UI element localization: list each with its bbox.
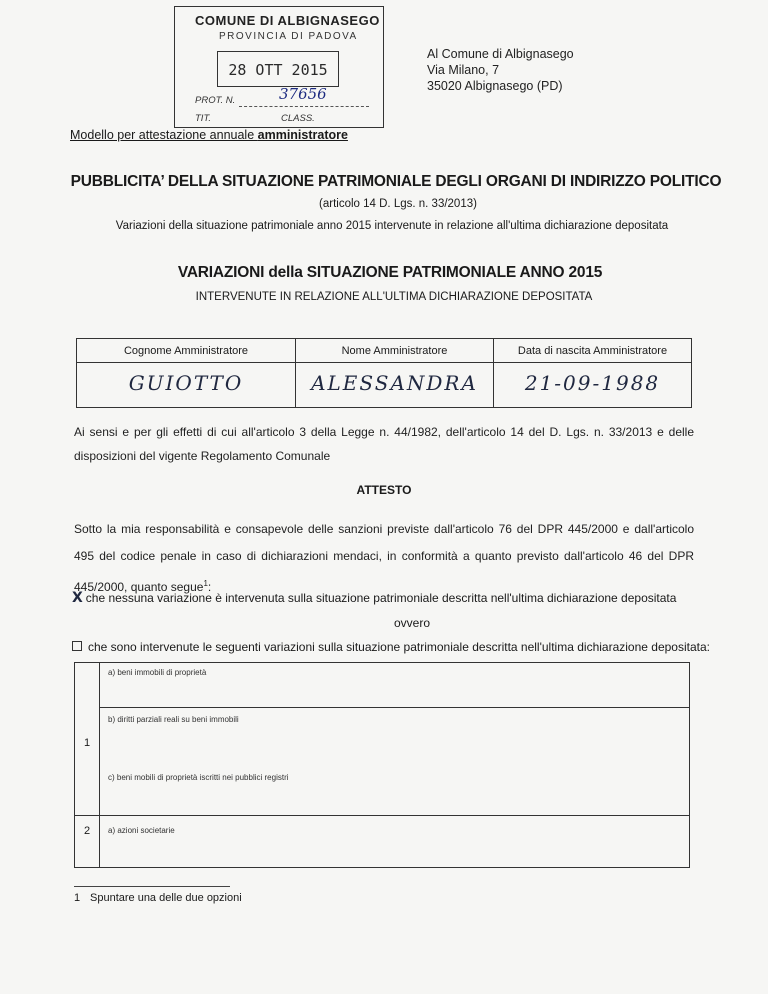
admin-col-nome [296, 339, 494, 407]
footnote-number: 1 [74, 892, 81, 904]
footnote-ref: 1 [203, 579, 208, 588]
model-bold: amministratore [257, 128, 348, 142]
attesto-heading: ATTESTO [356, 483, 412, 497]
admin-separator [494, 362, 691, 363]
responsibility-text: Sotto la mia responsabilità e consapevole delle sanzioni previste dall'articolo 76 del DPR 445/2000 e dall'articolo 495 del codice penale in caso di dichiarazioni mendaci, in conformità a quanto previsto dall'articolo 46 del DPR 445/2000, quanto segue [74, 522, 694, 594]
recipient-address [427, 46, 574, 94]
section-subtitle: INTERVENUTE IN RELAZIONE ALL'ULTIMA DICHIARAZIONE DEPOSITATA [195, 291, 593, 303]
stamp-prot-label: PROT. N. [195, 95, 236, 106]
model-heading [70, 128, 348, 142]
admin-separator [77, 362, 295, 363]
admin-header: Cognome Amministratore [123, 345, 249, 357]
table-rule [100, 707, 689, 708]
admin-col-cognome [77, 339, 296, 407]
table-row-label: a) beni immobili di proprietà [108, 668, 207, 677]
option-text: che sono intervenute le seguenti variazioni sulla situazione patrimoniale descritta nell'ultima dichiarazione depositata: [88, 640, 710, 654]
admin-value-cognome: GUIOTTO [128, 371, 244, 395]
option-variations[interactable] [72, 640, 710, 654]
table-row-label: c) beni mobili di proprietà iscritti nei pubblici registri [108, 773, 289, 782]
address-line: Via Milano, 7 [427, 63, 500, 77]
ovvero-label: ovvero [393, 616, 431, 630]
option-no-variation[interactable] [72, 590, 676, 606]
stamp-comune: COMUNE DI ALBIGNASEGO [195, 13, 380, 28]
model-prefix: Modello per attestazione annuale [70, 128, 258, 142]
stamp-date-box [217, 51, 339, 87]
admin-header: Nome Amministratore [341, 345, 448, 357]
checked-box-icon[interactable]: X [72, 590, 83, 606]
responsibility-paragraph [74, 516, 694, 601]
option-text: che nessuna variazione è intervenuta sulla situazione patrimoniale descritta nell'ultima dichiarazione depositata [85, 591, 677, 605]
admin-value-data-nascita: 21-09-1988 [524, 371, 661, 395]
table-divider [99, 663, 100, 867]
admin-value-nome: ALESSANDRA [311, 371, 478, 395]
stamp-class-label: CLASS. [281, 113, 315, 124]
page-subtitle: (articolo 14 D. Lgs. n. 33/2013) [319, 198, 477, 210]
footnote-separator [74, 886, 230, 887]
stamp-provincia: PROVINCIA DI PADOVA [219, 31, 358, 42]
table-rule [75, 815, 689, 816]
administrator-table [76, 338, 692, 408]
admin-col-data-nascita [494, 339, 691, 407]
admin-separator [296, 362, 493, 363]
protocol-stamp [174, 6, 384, 128]
page-title: PUBBLICITA’ DELLA SITUAZIONE PATRIMONIALE DEGLI ORGANI DI INDIRIZZO POLITICO [70, 173, 722, 190]
stamp-prot-value: 37656 [279, 85, 327, 103]
table-row-label: a) azioni societarie [108, 826, 175, 835]
footnote [74, 892, 242, 904]
address-line: Al Comune di Albignasego [427, 47, 574, 61]
stamp-tit-label: TIT. [195, 113, 212, 124]
stamp-prot-line [239, 106, 369, 107]
admin-header: Data di nascita Amministratore [517, 345, 668, 357]
legal-paragraph: Ai sensi e per gli effetti di cui all'articolo 3 della Legge n. 44/1982, dell'articolo 14 del D. Lgs. n. 33/2013 e delle disposizioni del vigente Regolamento Comunale [74, 425, 694, 463]
table-row-label: b) diritti parziali reali su beni immobili [108, 715, 239, 724]
section-title: VARIAZIONI della SITUAZIONE PATRIMONIALE ANNO 2015 [177, 264, 603, 281]
variations-table [74, 662, 690, 868]
checkbox-icon[interactable] [72, 641, 82, 651]
stamp-date: 28 OTT 2015 [228, 61, 328, 79]
address-line: 35020 Albignasego (PD) [427, 79, 563, 93]
group-number: 1 [83, 737, 91, 749]
footnote-text: Spuntare una delle due opzioni [90, 892, 242, 904]
group-number: 2 [83, 825, 91, 837]
intro-line: Variazioni della situazione patrimoniale anno 2015 intervenute in relazione all'ultima dichiarazione depositata [115, 220, 669, 232]
responsibility-tail: : [207, 580, 212, 594]
